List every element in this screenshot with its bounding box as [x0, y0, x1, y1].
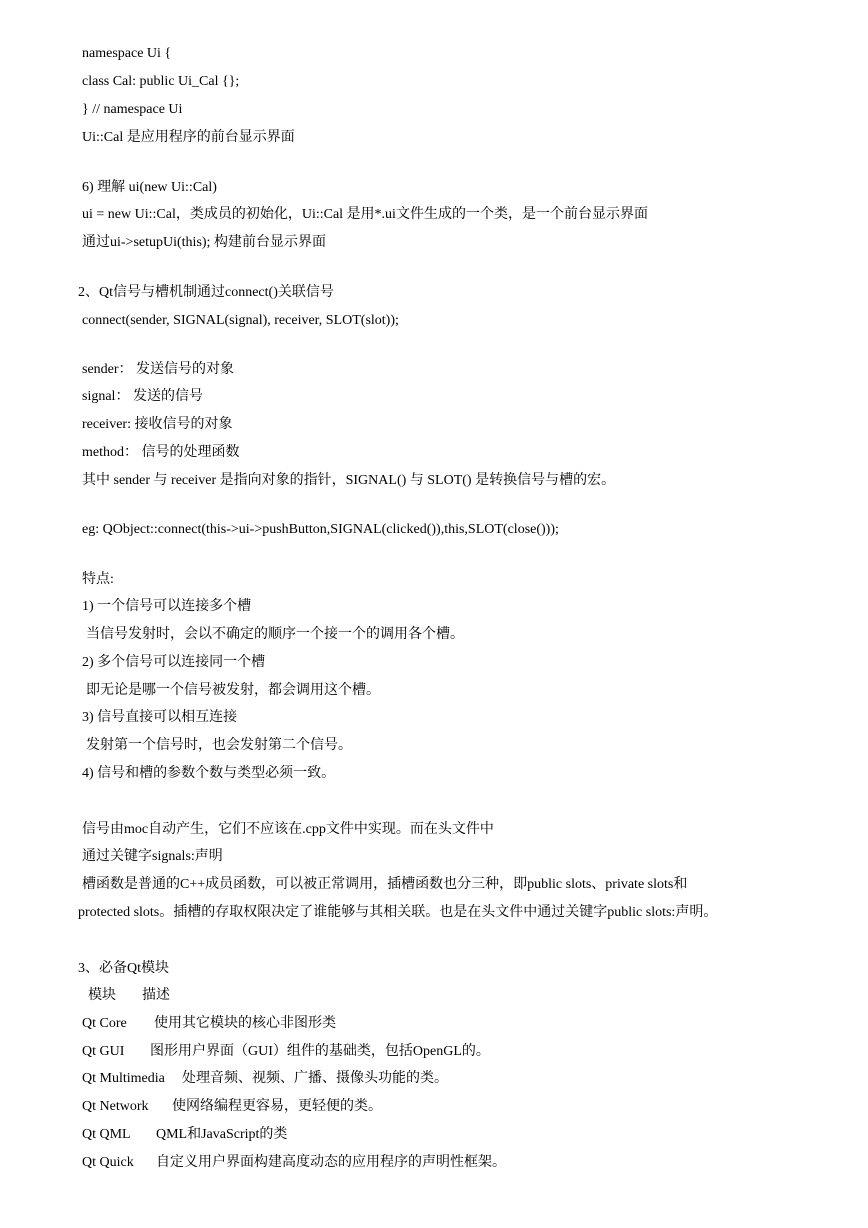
module-desc: 自定义用户界面构建高度动态的应用程序的声明性框架。: [156, 1155, 506, 1170]
section-6-heading: 6) 理解 ui(new Ui::Cal): [82, 180, 217, 195]
text-line-setupui: 通过ui->setupUi(this); 构建前台显示界面: [82, 235, 326, 250]
text-line-protected-slots: protected slots。插槽的存取权限决定了谁能够与其相关联。也是在头文件中通过关键字public slots:声明。: [78, 905, 718, 920]
text-line-cal-desc: Ui::Cal 是应用程序的前台显示界面: [82, 130, 295, 145]
module-row-qml: [82, 1126, 287, 1144]
module-row-gui: [82, 1043, 490, 1061]
header-desc: 描述: [142, 988, 170, 1003]
module-row-quick: [82, 1154, 506, 1172]
module-row-network: [82, 1098, 382, 1116]
module-name: Qt Multimedia: [82, 1071, 165, 1086]
param-signal: signal： 发送的信号: [82, 389, 203, 404]
module-desc: QML和JavaScript的类: [156, 1127, 288, 1142]
module-name: Qt QML: [82, 1127, 131, 1142]
module-desc: 图形用户界面（GUI）组件的基础类，包括OpenGL的。: [150, 1044, 490, 1059]
feature-1: 1) 一个信号可以连接多个槽: [82, 599, 252, 614]
text-line-signals-keyword: 通过关键字signals:声明: [82, 849, 223, 864]
text-line-moc: 信号由moc自动产生，它们不应该在.cpp文件中实现。而在头文件中: [82, 822, 494, 837]
module-desc: 处理音频、视频、广播、摄像头功能的类。: [182, 1071, 448, 1086]
code-line-class-decl: class Cal: public Ui_Cal {};: [82, 74, 240, 89]
module-name: Qt Core: [82, 1016, 127, 1031]
code-line-namespace-close: } // namespace Ui: [82, 102, 183, 117]
module-row-multimedia: [82, 1070, 448, 1088]
feature-1-desc: 当信号发射时，会以不确定的顺序一个接一个的调用各个槽。: [86, 627, 464, 642]
module-name: Qt Quick: [82, 1155, 134, 1170]
param-method: method： 信号的处理函数: [82, 445, 240, 460]
modules-table-header: [88, 987, 170, 1005]
feature-3-desc: 发射第一个信号时，也会发射第二个信号。: [86, 738, 352, 753]
module-desc: 使网络编程更容易，更轻便的类。: [172, 1099, 382, 1114]
code-line-connect: connect(sender, SIGNAL(signal), receiver, SLOT(slot));: [82, 313, 399, 328]
module-name: Qt GUI: [82, 1044, 125, 1059]
section-3-heading: 3、必备Qt模块: [78, 961, 169, 976]
module-name: Qt Network: [82, 1099, 149, 1114]
text-line-ui-new: ui = new Ui::Cal，类成员的初始化，Ui::Cal 是用*.ui文件生成的一个类，是一个前台显示界面: [82, 207, 648, 222]
param-receiver: receiver: 接收信号的对象: [82, 417, 233, 432]
feature-3: 3) 信号直接可以相互连接: [82, 710, 238, 725]
header-module: 模块: [88, 988, 116, 1003]
features-heading: 特点:: [82, 572, 114, 587]
section-2-heading: 2、Qt信号与槽机制通过connect()关联信号: [78, 285, 334, 300]
feature-2-desc: 即无论是哪一个信号被发射，都会调用这个槽。: [86, 683, 380, 698]
module-row-core: [82, 1015, 336, 1033]
feature-2: 2) 多个信号可以连接同一个槽: [82, 655, 266, 670]
feature-4: 4) 信号和槽的参数个数与类型必须一致。: [82, 766, 336, 781]
text-line-slot-functions: 槽函数是普通的C++成员函数，可以被正常调用，插槽函数也分三种，即public slots、private slots和: [82, 877, 688, 892]
code-line-namespace-open: namespace Ui {: [82, 46, 172, 61]
param-sender: sender： 发送信号的对象: [82, 362, 235, 377]
module-desc: 使用其它模块的核心非图形类: [154, 1016, 336, 1031]
text-line-pointer-macro: 其中 sender 与 receiver 是指向对象的指针，SIGNAL() 与 SLOT() 是转换信号与槽的宏。: [82, 473, 616, 488]
code-line-example: eg: QObject::connect(this->ui->pushButton,SIGNAL(clicked()),this,SLOT(close()));: [82, 522, 559, 537]
